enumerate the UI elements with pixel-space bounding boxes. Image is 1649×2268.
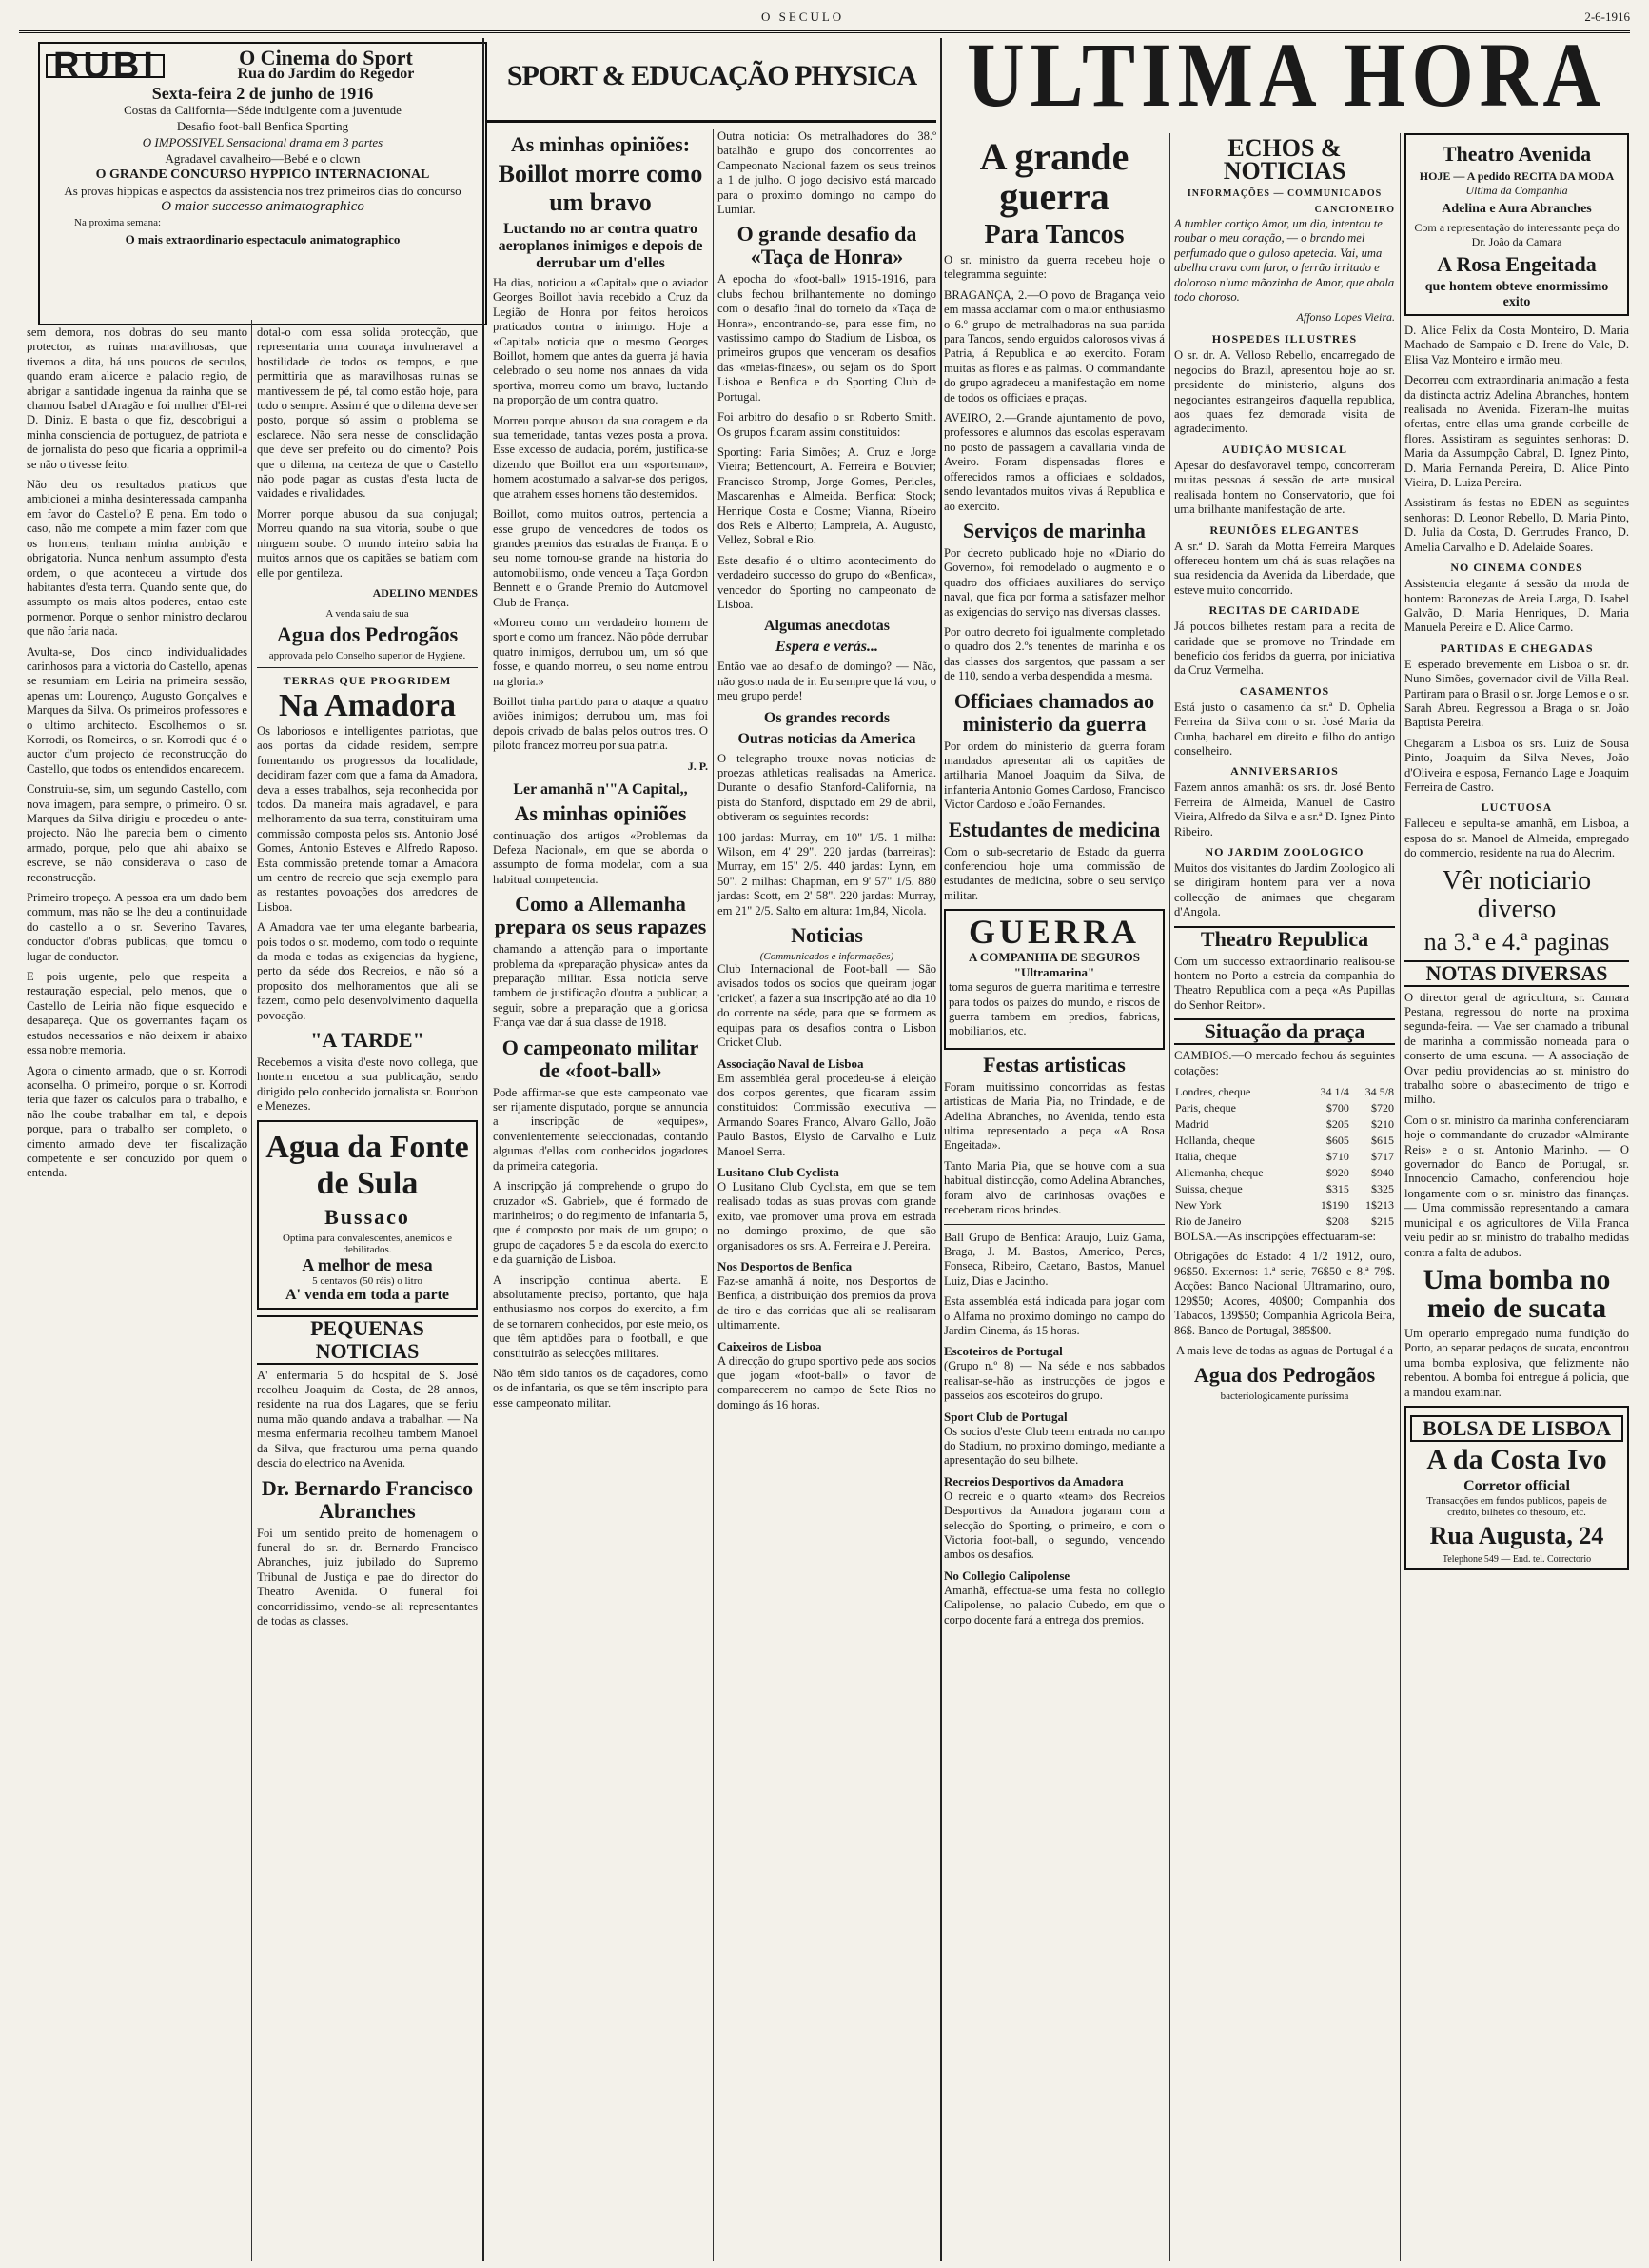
column-rule	[1169, 133, 1170, 2261]
cambio-value: 34 5/8	[1364, 1085, 1394, 1099]
column-6	[1174, 133, 1395, 2258]
rubi-logo: RUBI	[46, 54, 165, 78]
col4-paragraph-8: 100 jardas: Murray, em 10" 1/5. 1 milha: Wilson, em 4' 29". 220 jardas (barreiras): Murray, em 15" 2/5. 440 jardas: Lynn, em 50". 2 milhas: Chapman, em 9' 57" 1/5. 880 jardas: Scott, em 2' 58". 220 jardas: Murray, em 21" 2/5. Salto em altura: 1m,84, Nicola.	[717, 830, 936, 917]
col3-paragraph-4: «Morreu como um verdadeiro homem de sport e como um francez. Não pôde derrubar quatro inimigos, derrubou um, um só que fosse, e quando morreu, o seu nome entrou na gloria.»	[493, 615, 708, 688]
col6-paragraph-10: A mais leve de todas as aguas de Portugal é a	[1175, 1343, 1394, 1357]
rubi-line1: Costas da California—Séde indulgente com a juventude	[124, 103, 402, 117]
fonte-sub: Optima para convalescentes, anemicos e debilitados.	[282, 1232, 453, 1255]
col3-paragraph-11: Não têm sido tantos os de caçadores, como os de infantaria, os que se têm inscripto para esse campeonato militar.	[493, 1366, 708, 1410]
col3-paragraph-6: continuação dos artigos «Problemas da Defeza Nacional», em que se aborda o assumpto de forma modelar, com a sua habitual competencia.	[493, 828, 708, 886]
cambio-value: $315	[1325, 1182, 1349, 1196]
col3-paragraph-1: Ha dias, noticiou a «Capital» que o aviador Georges Boillot havia recebido a Cruz da Legião de Honra por feitos heroicos praticados contra o inimigo. Hoje a «Capital» noticia que o mesmo Georges Boillot, homem que antes da guerra já havia celebrado o seu nome nos annaes da vida sportiva, morreu como um bravo, luctando na proporção de um contra quatro.	[493, 276, 708, 407]
sport-club-heading: Sport Club de Portugal	[944, 1409, 1068, 1424]
column-3	[493, 129, 708, 2258]
col7-paragraph-9: Com o sr. ministro da marinha conferenciaram hoje o commandante do cruzador «Almirante Reis» e o sr. Antonio Marinho. — O governador do Banco de Portugal, sr. Innocencio Camacho, conferenciou hoje longamente com o sr. ministro das finanças. — Uma commissão representando a camara municipal e os agricultores de Villa Franca veiu pedir ao sr. ministro do trabalho medidas contra a falta de adubos.	[1404, 1113, 1629, 1259]
costa-ivo: A da Costa Ivo	[1426, 1443, 1607, 1475]
col2-paragraph-7: Foi um sentido preito de homenagem o funeral do sr. dr. Bernardo Francisco Abranches, juiz jubilado do Supremo Tribunal de Justiça e pae do director do Theatro Avenida. O funeral foi concorridissimo, vendo-se ali representantes de todas as classes.	[257, 1526, 478, 1627]
column-rule	[251, 320, 252, 2261]
noticias-sub: (Communicados e informações)	[759, 951, 894, 963]
cambio-value: $710	[1325, 1150, 1349, 1164]
col7-paragraph-5: E esperado brevemente em Lisboa o sr. dr. Nuno Simões, governador civil de Villa Real. Partiram para o Brasil o sr. Jorge Lemos e o sr. Sarah Abreu. Regressou a Braga o sr. João Baptista Pereira.	[1404, 657, 1629, 730]
agua2-title: Agua dos Pedrogãos	[1193, 1363, 1376, 1388]
cambio-value: $720	[1371, 1101, 1394, 1115]
guerra-headline: A grande guerra	[979, 135, 1129, 218]
cambio-value: $325	[1371, 1182, 1394, 1196]
theatro-actrizes: Adelina e Aura Abranches	[1442, 202, 1592, 216]
guerra2-title: GUERRA	[968, 913, 1140, 952]
col7-paragraph-10: Um operario empregado numa fundição do Porto, ao separar pedaços de sucata, encontrou uma bomba explosiva, que felizmente não rebentou. A bomba foi entregue á policia, que a mandou examinar.	[1404, 1326, 1629, 1399]
theatro-republica-heading: Theatro Republica	[1174, 926, 1395, 951]
col2-paragraph-4: A Amadora vae ter uma elegante barbearia, pois todos o sr. moderno, com todo o requinte da moda e todas as exigencias da hygiene, perto da séde dos Recreios, e não só a proposito dos melhoramentos que ali se fazem, como pelo desenvolvimento d'aquella povoação.	[257, 920, 478, 1022]
column-4	[717, 129, 936, 2258]
col5-paragraph-3: AVEIRO, 2.—Grande ajuntamento de povo, professores e alumnos das escolas esperavam no posto de passagem a cavallaria vinda de Aveiro. Foram dispensadas flores e offerecidos ramos a officiaes e soldados, sendo levantados muitos vivas á Republica e ao exercito.	[944, 411, 1165, 513]
theatro-exito: que hontem obteve enormissimo exito	[1424, 280, 1609, 309]
cambio-row	[1174, 1149, 1395, 1165]
rubi-line3: O IMPOSSIVEL Sensacional drama em 3 partes	[142, 135, 383, 149]
col1-paragraph-3: Avulta-se, Dos cinco individualidades carinhosos para a victoria do Castello, apenas se resumiam em Leiria na primeira sessão, apenas um: Lourenço, Augusto Gonçalves e Marques da Silva. Os primeiros professores e o ultimo architecto. Escolhemos o sr. Korrodi, os Romeiros, o sr. Korrodi que é o auctor d'um projecto de reconstrucção do Castello, que todos os entendidos encarecem.	[27, 644, 247, 776]
col3-paragraph-9: A inscripção já comprehende o grupo do cruzador «S. Gabriel», que é formado de marinheiros; o do regimento de infantaria 5, que é composto por mais de um grupo; o grupo de caçadores 5 e da escola do exercito e da guarnição de Lisboa.	[493, 1179, 708, 1267]
cambio-value: 1$190	[1320, 1198, 1349, 1213]
col2-paragraph-5: Recebemos a visita d'este novo collega, que hontem encetou a sua publicação, sendo dirigido pelo conhecido jornalista sr. Bourbon e Menezes.	[257, 1055, 478, 1114]
cambios-table	[1174, 1084, 1395, 1230]
sport-banner	[487, 38, 936, 123]
cambio-name: Paris, cheque	[1175, 1101, 1236, 1115]
cambio-row	[1174, 1181, 1395, 1197]
rubi-line2: Desafio foot-ball Benfica Sporting	[176, 119, 349, 133]
hospedes-heading: HOSPEDES ILLUSTRES	[1211, 332, 1358, 346]
theatro-ultima: Ultima da Companhia	[1465, 184, 1568, 197]
paginas-heading: na 3.ª e 4.ª paginas	[1423, 927, 1610, 956]
column-7	[1404, 133, 1629, 2258]
cambio-row	[1174, 1116, 1395, 1133]
zoologico-heading: NO JARDIM ZOOLOGICO	[1205, 845, 1364, 858]
col4-paragraph-11: O Lusitano Club Cyclista, em que se tem realisado todas as suas provas com grande exito, vae promover uma prova em estrada no domingo proximo, de que são organisadores os srs. A. Ferreira e J. Pereira.	[717, 1179, 936, 1252]
column-2	[257, 325, 478, 2258]
america-heading: Outras noticias da America	[737, 730, 916, 747]
col2-notice: A venda saiu de sua	[325, 607, 409, 620]
festas-heading: Festas artisticas	[983, 1052, 1126, 1076]
col2-paragraph-1: dotal-o com essa solida protecção, que representaria uma couraça invulneravel a hostilidade de todos os tempos, e que permittiria que as maravilhosas ruinas se mantivessem de pé, tal como estão hoje, para todo o sempre. Assim é que o dilema deve ser posto, porque só assim o problema se esclarece. Não sera nesse de consolidação que deve ser prefeito ou do cimento? Pois que o dilema, na certeza de que o Castello não pode pagar as custas d'esta lucta de vaidades e rivalidades.	[257, 325, 478, 501]
boillot-subheadline: Luctando no ar contra quatro aeroplanos inimigos e depois de derrubar um d'elles	[498, 221, 703, 271]
cambio-name: Allemanha, cheque	[1175, 1166, 1264, 1180]
col4-paragraph-13: A direcção do grupo sportivo pede aos socios que jogam «foot-ball» o favor de comparecerem no campo de Sete Rios no domingo ás 16 horas.	[717, 1353, 936, 1411]
recitas-heading: RECITAS DE CARIDADE	[1208, 603, 1361, 618]
col4-paragraph-7: O telegrapho trouxe novas noticias de proezas athleticas realisadas na America. Durante o desafio Stanford-California, na pista do Stanford, disputado em 29 de abril, obtiveram os seguintes records:	[717, 751, 936, 824]
cambio-name: Londres, cheque	[1175, 1085, 1251, 1099]
col3-paragraph-7: chamando a attenção para o importante problema da «preparação physica» antes da preparação militar. Essa noticia serve tambem de justificação d'outra a publicar, a seguir, sobre a preparação que a gloriosa França vae dar á sua classe de 1918.	[493, 942, 708, 1030]
col1-paragraph-6: E pois urgente, pelo que respeita a restauração especial, pelo menos, que o Castello de Leiria não fique esquecido e desapareça. Que os governantes façam os estudos necessarios e não deixem ir abaixo essa nobre memoria.	[27, 970, 247, 1057]
rubi-cinema-ad	[38, 42, 487, 325]
cambio-row	[1174, 1165, 1395, 1181]
a-tarde-heading: "A TARDE"	[310, 1028, 424, 1053]
col7-paragraph-3: Assistiram ás festas no EDEN as seguintes senhoras: D. Leonor Rebello, D. Maria Pinto, D. Julia da Costa, D. Gertrudes Franco, D. Amelia Carvalho e D. Adelaide Soares.	[1404, 496, 1629, 554]
recreios-heading: Recreios Desportivos da Amadora	[944, 1473, 1124, 1489]
col4-paragraph-2: A epocha do «foot-ball» 1915-1916, para clubs fechou brilhantemente no domingo com o desafio final do torneio da «Taça de Honra», encontrando-se, para esse fim, no vastissimo campo do Stadium de Lisboa, os primeiros grupos que venceram os desafios das «meias-finaes», ou sejam os do Sport Lisboa e Benfica e do Sporting Club de Portugal.	[717, 272, 936, 404]
terras-heading: TERRAS QUE PROGRIDEM	[283, 673, 452, 687]
ultramarina-ad	[944, 909, 1165, 1050]
cambio-value: $210	[1371, 1117, 1394, 1132]
col4-paragraph-12: Faz-se amanhã á noite, nos Desportos de Benfica, a distribuição dos premios da prova de tiro e das corridas que ali se realisaram ultimamente.	[717, 1273, 936, 1332]
agua-fonte-ad	[257, 1120, 478, 1310]
theatro-hoje: HOJE — A pedido RECITA DA MODA	[1419, 169, 1615, 183]
inform-heading: INFORMAÇÕES — COMMUNICADOS	[1187, 188, 1383, 199]
ver-noticiario: Vêr noticiario diverso	[1442, 865, 1592, 924]
poem-signature: Affonso Lopes Vieira.	[1296, 310, 1395, 325]
transaccoes: Transacções em fundos publicos, papeis de credito, bilhetes do thesouro, etc.	[1426, 1494, 1607, 1518]
theatro-avenida-title: Theatro Avenida	[1442, 142, 1592, 166]
column-5	[944, 133, 1165, 2258]
reunioes-heading: REUNIÕES ELEGANTES	[1209, 523, 1360, 537]
anniversarios-heading: ANNIVERSARIOS	[1230, 764, 1339, 779]
col5-paragraph-11: Esta assembléa está indicada para jogar com o Alfama no proximo domingo no campo do Jardim Cinema, ás 15 horas.	[944, 1294, 1165, 1337]
cambios-text: CAMBIOS.—O mercado fechou ás seguintes cotações:	[1174, 1049, 1395, 1077]
cambio-row	[1174, 1213, 1395, 1230]
partidas-heading: PARTIDAS E CHEGADAS	[1440, 641, 1594, 655]
agua-pedrogaos-title: Agua dos Pedrogãos	[276, 621, 459, 646]
col7-paragraph-4: Assistencia elegante á sessão da moda de hontem: Baronezas de Areia Larga, D. Isabel Galvão, D. Maria Henriques, D. Maria Manuela Pereira e D. Alice Carmo.	[1404, 577, 1629, 635]
rubi-line5: O GRANDE CONCURSO HYPPICO INTERNACIONAL	[95, 168, 430, 182]
sport-title: SPORT & EDUCAÇÃO PHYSICA	[506, 60, 917, 91]
col5-paragraph-5: Por outro decreto foi igualmente completado o quadro dos 2.ºs tenentes de marinha e os das classes dos sargentos, que passam a ser de 110, sendo a verba despendida a mesma.	[944, 624, 1165, 683]
col2-paragraph-3: Os laboriosos e intelligentes patriotas, que aos portas da cidade residem, sempre fomentando os progressos da localidade, decidiram fazer com que a fama da Amadora, deva a esses trabalhos, seja reconhecida por todos. Da maneira mais agradavel, e para melhoramento da sua terra, constituiram uma commissão composta pelos srs. Antonio José Gomes, Antonio Esteves e Alfredo Raposo. Esta commissão pretende tornar a Amadora um centro de recreio que seja exemplo para as restantes povoações dos arredores de Lisboa.	[257, 723, 478, 914]
allemanha-heading: Como a Allemanha prepara os seus rapazes	[494, 892, 707, 939]
rubi-line7: O maior successo animatographico	[161, 199, 364, 214]
records-heading: Os grandes records	[763, 709, 891, 726]
cambio-value: $940	[1371, 1166, 1394, 1180]
cambio-row	[1174, 1133, 1395, 1149]
bussaco-title: Bussaco	[324, 1204, 410, 1229]
col6-paragraph-5: Está justo o casamento da sr.ª D. Ophelia Ferreira da Silva com o sr. José Maria da Cunha, bacharel em direito e filho do antigo conselheiro.	[1174, 700, 1395, 758]
ler-amanha: Ler amanhã n'"A Capital,,	[513, 780, 688, 798]
rubi-line9: O mais extraordinario espectaculo animatographico	[125, 232, 401, 247]
boillot-headline: Boillot morre como um bravo	[498, 160, 703, 216]
bolsa-lisboa-title: BOLSA DE LISBOA	[1410, 1415, 1623, 1442]
col6-paragraph-8: Com um successo extraordinario realisou-se hontem no Porto a estreia da companhia do Theatro Republica com a peça «As Pupillas do Senhor Reitor».	[1174, 954, 1395, 1012]
bolsa-lisboa-ad	[1404, 1406, 1629, 1570]
col1-paragraph-1: sem demora, nos dobras do seu manto protector, as ruinas maravilhosas, que tivemos a dita, há uns poucos de seculos, quando eram alicerce e palacio regio, de abrigar a santidade ingenua da rainha que se chamou Isabel d'Aragão e foi mulher d'El-rei D. Diniz. E basta o que fiz, descobrigui a minha consciencia de portuguez, de patriota e de jornalista do peso que ficaria a opprimil-a se não o tivesse feito.	[27, 325, 247, 471]
col6-paragraph-7: Muitos dos visitantes do Jardim Zoologico ali se dirigiram hontem para ver a nova collecção de animaes que chegaram d'Angola.	[1174, 861, 1395, 919]
col3-signature: J. P.	[687, 759, 708, 773]
col5-paragraph-7: Com o sub-secretario de Estado da guerra conferenciou hoje uma commissão de estudantes de medicina, sobre o seu serviço militar.	[944, 844, 1165, 902]
cancioneiro-poem: A tumbler cortiço Amor, um dia, intentou te roubar o meu coração, — o brando mel perfumado que o guloso apetecia. Vai, uma abelha crava com furor, o ferrão irritado e doloroso n'uma mãozinha de Amor, que abala todo choroso.	[1174, 217, 1395, 305]
cambio-row	[1174, 1084, 1395, 1100]
fonte-mesa: A melhor de mesa	[302, 1254, 433, 1274]
rubi-title: O Cinema do Sport	[239, 46, 413, 69]
col2-signature: ADELINO MENDES	[372, 585, 478, 600]
echos-heading: ECHOS & NOTICIAS	[1223, 134, 1346, 185]
desportos-heading: Nos Desportos de Benfica	[717, 1258, 853, 1273]
cambio-name: Suissa, cheque	[1175, 1182, 1243, 1196]
fonte-venda: A' venda em toda a parte	[285, 1286, 449, 1303]
col5-paragraph-1: O sr. ministro da guerra recebeu hoje o telegramma seguinte:	[944, 253, 1165, 282]
naval-heading: Associação Naval de Lisboa	[717, 1055, 864, 1071]
col5-paragraph-6: Por ordem do ministerio da guerra foram mandados apresentar ali os capitães de artilharia Manoel Joaquim da Silva, de infanteria Antonio Gomes Cardoso, Francisco Victor Cardoso e João Fernandes.	[944, 739, 1165, 812]
agua2-sub: bacteriologicamente puríssima	[1220, 1390, 1349, 1403]
col1-paragraph-5: Primeiro tropeço. A pessoa era um dado bem commum, mas não se lhe deu a continuidade do castello a o sr. Severino Tavares, conductor d'obras publicas, que tomou o lugar de conductor.	[27, 891, 247, 963]
rubi-date: Sexta-feira 2 de junho de 1916	[151, 84, 374, 103]
rubi-line4: Agradavel cavalheiro—Bebé e o clown	[165, 151, 361, 166]
corretor: Corretor official	[1463, 1477, 1570, 1494]
column-rule	[940, 38, 942, 2261]
fonte-price: 5 centavos (50 réis) o litro	[312, 1274, 422, 1287]
col7-paragraph-6: Chegaram a Lisboa os srs. Luiz de Sousa Pinto, Joaquim da Silva Neves, João d'Oliveira e esposa, Fernando Lage e Joaquim Ferreira de Castro.	[1404, 736, 1629, 794]
lusitano-heading: Lusitano Club Cyclista	[717, 1164, 839, 1179]
col5-paragraph-15: Amanhã, effectua-se uma festa no collegio Calipolense, no palacio Cubedo, em que o corpo docente fará a entrega dos premios.	[944, 1583, 1165, 1627]
col6-paragraph-6: Fazem annos amanhã: os srs. dr. José Bento Ferreira de Almeida, Manuel de Castro Vieira, Alfredo da Silva e a sr.ª D. Ignez Pinto Ribeiro.	[1174, 780, 1395, 838]
column-rule	[1400, 133, 1401, 2261]
bernardo-heading: Dr. Bernardo Francisco Abranches	[261, 1475, 474, 1523]
officiaes-heading: Officiaes chamados ao ministerio da guerra	[953, 688, 1155, 736]
cambio-value: $208	[1325, 1214, 1349, 1229]
cambio-value: $215	[1371, 1214, 1394, 1229]
cambio-value: $717	[1371, 1150, 1394, 1164]
col3-paragraph-10: A inscripção continua aberta. E absolutamente preciso, portanto, que haja enthusiasmo nos corpos do exercito, a fim de se tornarem conhecidos, por este meio, os que têm aptidões para o football, e que constituirão as selecções militares.	[493, 1272, 708, 1360]
cambio-row	[1174, 1100, 1395, 1116]
rubi-line8: Na proxima semana:	[74, 217, 162, 228]
condes-heading: NO CINEMA CONDES	[1450, 561, 1583, 575]
rubi-address: Rua do Jardim do Regedor	[237, 66, 415, 82]
calipolense-heading: No Collegio Calipolense	[944, 1568, 1070, 1583]
col5-paragraph-9: Foram muitissimo concorridas as festas artisticas de Maria Pia, no Trindade, e de Adelina Abranches, no Avenida, tendo esta ultima representado a peça «A Rosa Engeitada».	[944, 1079, 1165, 1153]
col6-paragraph-3: A sr.ª D. Sarah da Motta Ferreira Marques offereceu hontem um chá ás suas relações na sua residencia da Avenida da Liberdade, que esteve muito concorrido.	[1174, 539, 1395, 597]
col5-benfica: Ball Grupo de Benfica: Araujo, Luiz Gama, Braga, J. M. Bastos, Americo, Percs, Fonseca, Ribeiro, Caetano, Bastos, Manuel Luiz, Dias e Jacintho.	[944, 1230, 1165, 1288]
desafio-heading: O grande desafio da «Taça de Honra»	[736, 222, 917, 269]
col5-paragraph-12: (Grupo n.º 8) — Na séde e nos sabbados realisar-se-hão as instrucções de jogos e passeios aos escoteiros do grupo.	[944, 1359, 1165, 1403]
theatro-rosa: A Rosa Engeitada	[1437, 252, 1597, 276]
cambio-value: $615	[1371, 1134, 1394, 1148]
situacao-heading: Situação da praça	[1174, 1018, 1395, 1045]
cambio-value: 34 1/4	[1320, 1085, 1349, 1099]
col3-paragraph-3: Boillot, como muitos outros, pertencia a esse grupo de vencedores de todos os grandes premios das estradas de França. E o seu nome tornou-se grande na historia do automobilismo, onde venceu a Taça Gordon Bennett e o Grande Premio do Automovel Club de França.	[493, 507, 708, 609]
opinioes2-heading: As minhas opiniões	[514, 800, 687, 825]
col7-paragraph-1: D. Alice Felix da Costa Monteiro, D. Maria Machado de Sampaio e D. Irene do Vale, D. Elisa Vaz Monteiro e irmão meu.	[1404, 324, 1629, 366]
cambio-name: Hollanda, cheque	[1175, 1134, 1255, 1148]
telef: Telephone 549 — End. tel. Correctorio	[1442, 1553, 1592, 1565]
col3-paragraph-8: Pode affirmar-se que este campeonato vae ser rijamente disputado, porque se annuncia a inscripção de «equipes», convenientemente seleccionadas, contando algumas d'ellas com conhecidos jogadores da primeira categoria.	[493, 1085, 708, 1173]
tancos-headline: Para Tancos	[984, 220, 1125, 249]
col5-paragraph-10: Tanto Maria Pia, que se houve com a sua habitual distincção, como Adelina Abranches, foram alvo de carinhosas ovações e receberam ricos brindes.	[944, 1158, 1165, 1217]
fonte-title: Agua da Fonte de Sula	[265, 1129, 469, 1201]
cambio-value: $920	[1325, 1166, 1349, 1180]
cambio-value: $205	[1325, 1117, 1349, 1132]
col4-paragraph-3: Foi arbitro do desafio o sr. Roberto Smith. Os grupos ficaram assim constituidos:	[717, 410, 936, 439]
col6-paragraph-1: O sr. dr. A. Velloso Rebello, encarregado de negocios do Brazil, apresentou hoje ao sr. presidente do ministerio, alguns dos negociantes estrangeiros d'aquella republica, aos quaes fez demorada visita de agradecimento.	[1174, 348, 1395, 436]
col5-paragraph-8: toma seguros de guerra maritima e terrestre para todos os paizes do mundo, e riscos de guerra tambem em predios, fabricas, mobiliarios, etc.	[949, 980, 1160, 1038]
col6-paragraph-9: Obrigações do Estado: 4 1/2 1912, ouro, 96$50. Externos: 1.ª serie, 76$50 e 8.ª 79$. Acções: Banco Nacional Ultramarino, ouro, 129$50; Acores, 40$00; Companhia dos Tabacos, 139$50; Companhia Agricola Beira, 86$. Banco de Portugal, 385$00.	[1174, 1250, 1395, 1337]
audicao-heading: AUDIÇÃO MUSICAL	[1221, 442, 1347, 456]
theatro-avenida-ad	[1404, 133, 1629, 316]
col4-paragraph-6: Então vae ao desafio de domingo? — Não, não gosto nada de ir. Eu sempre que lá vou, o meu grupo perde!	[717, 660, 936, 703]
header-date: 2-6-1916	[1584, 10, 1630, 24]
bolsa-text: BOLSA.—As inscripções effectuaram-se:	[1174, 1230, 1377, 1244]
col1-paragraph-2: Não deu os resultados praticos que ambicionei a minha desinteressada campanha em favor do Castello? E pena. Em todo o caso, não me compete a mim fazer com que os homens, tenham minha ambição e obrigatoria. Nunca nenhum assumpto d'esta ordem, o que aconteceu a virtude dos habitantes d'esta terra. Quando sente que, do assumpto os mais altos poderes, entao este pormenor. Porque o senhor ministro declarou que não faria nada.	[27, 478, 247, 639]
col5-paragraph-2: BRAGANÇA, 2.—O povo de Bragança veio em massa acclamar com o maior enthusiasmo o 6.º grupo de metralhadoras na sua partida para Tancos, sendo erguidos calorosos vivas á Patria, á Republica e ao exercito. Foram muitas as flores e as palmas. O commandante do grupo agradeceu a manifestação em nome de todos os officiaes e praças.	[944, 287, 1165, 404]
col4-paragraph-9: Club Internacional de Foot-ball — São avisados todos os socios que queiram jogar 'cricket', a fazer a sua inscripção até ao dia 10 do corrente na séde, para que se formem as equipas para os desafios contra o Lisbon Cricket Club.	[717, 962, 936, 1050]
anecdotas-heading: Algumas anecdotas	[763, 618, 890, 635]
amadora-headline: Na Amadora	[278, 687, 457, 723]
theatro-repres: Com a representação do interessante peça do Dr. João da Camara	[1414, 221, 1620, 248]
col5-paragraph-13: Os socios d'este Club teem entrada no campo do Stadium, no proximo domingo, mediante a apresentação do seu bilhete.	[944, 1424, 1165, 1468]
estudantes-heading: Estudantes de medicina	[948, 817, 1161, 841]
col2-paragraph-6: A' enfermaria 5 do hospital de S. José recolheu Joaquim da Costa, de 28 annos, residente na rua dos Lagares, que se feriu numa mão quando andava a trabalhar. — Na mesma enfermaria recolheu tambem Manoel da Silva, que fracturou uma perna quando descia do electrico na Avenida.	[257, 1368, 478, 1470]
column-rule	[482, 38, 484, 2261]
cambio-name: Rio de Janeiro	[1175, 1214, 1242, 1229]
col4-paragraph-10: Em assembléa geral procedeu-se á eleição dos corpos gerentes, que ficaram assim constituidos: Commissão executiva — Armando Soares Franco, Alvaro Gallo, João Paulo Bastos, Elysio de Carvalho e Luiz Manoel Serra.	[717, 1071, 936, 1158]
luctuosa-heading: LUCTUOSA	[1481, 800, 1553, 815]
caixeiros-heading: Caixeiros de Lisboa	[717, 1338, 822, 1353]
col3-paragraph-2: Morreu porque abusou da sua coragem e da sua temeridade, tantas vezes posta a prova. Esse excesso de audacia, porém, justifica-se dizendo que Boillot era um «sportsman», homem acostumado a salvar-se dos perigos, que atrahem esses homens tão destemidos.	[493, 413, 708, 501]
ultima-hora-banner: ULTIMA HORA	[966, 24, 1606, 127]
col5-paragraph-14: O recreio e o quarto «team» dos Recreios Desportivos da Amadora jogaram com a selecção do Sporting, o primeiro, e com o Victoria foot-ball, o segundo, vencendo ambos os desafios.	[944, 1489, 1165, 1562]
column-rule	[713, 129, 714, 2261]
bomba-headline: Uma bomba no meio de sucata	[1423, 1263, 1611, 1324]
cambio-name: New York	[1175, 1198, 1222, 1213]
cancioneiro-heading: CANCIONEIRO	[1314, 205, 1395, 215]
cambio-value: 1$213	[1365, 1198, 1394, 1213]
cambio-value: $700	[1325, 1101, 1349, 1115]
col7-paragraph-8: O director geral de agricultura, sr. Camara Pestana, regressou do norte na proxima segunda-feira. — Vae ser chamado a tribunal de marinha a commissão nomeada para o conserto de uma escuna. — A associação de Ovar pediu providencias ao sr. ministro do trabalho sobre o abastecimento de trigo e milho.	[1404, 990, 1629, 1107]
cambio-name: Italia, cheque	[1175, 1150, 1237, 1164]
rua-augusta: Rua Augusta, 24	[1429, 1521, 1604, 1549]
col7-paragraph-2: Decorreu com extraordinaria animação a festa da distincta actriz Adelina Abranches, hontem realisada no Avenida. Fizeram-lhe muitas ofertas, entre ellas uma grande corbeille de flores. Assistiram as seguintes senhoras: D. Maria da Assumpção Cabral, D. Ignez Pinto, D. Maria Fernanda Pereira, D. Alice Pinto Vieira, D. Luiza Pereira.	[1404, 373, 1629, 490]
ultramarina-title: A COMPANHIA DE SEGUROS "Ultramarina"	[969, 950, 1140, 980]
cambio-value: $605	[1325, 1134, 1349, 1148]
campeonato-heading: O campeonato militar de «foot-ball»	[501, 1035, 699, 1082]
agua-pedrogaos-sub: approvada pelo Conselho superior de Hygiene.	[268, 649, 466, 661]
casamentos-heading: CASAMENTOS	[1239, 683, 1330, 698]
col4-paragraph-1: Outra noticia: Os metralhadores do 38.º batalhão e grupo dos concorrentes ao Campeonato Nacional fazem os seus treinos a 1 de julho. O jogo decisivo está marcado para o proximo domingo no campo do Lumiar.	[717, 129, 936, 217]
col3-paragraph-5: Boillot tinha partido para o ataque a quatro aviões inimigos; derrubou um, mas foi depois crivado de balas pelos outros tres. O piloto francez morreu por sua patria.	[493, 694, 708, 753]
cambio-row	[1174, 1197, 1395, 1213]
escoteiros-heading: Escoteiros de Portugal	[944, 1344, 1063, 1359]
col1-paragraph-4: Construiu-se, sim, um segundo Castello, com nova imagem, para sempre, o primeiro. O sr. Marques da Silva dirigiu e procedeu o ante-projecto. Não lhe parecia bem o cimento armado, porque, pelo que ahi abaixo se escreve, se não considerava o caso de reconstrucção.	[27, 782, 247, 884]
header-center: O SECULO	[761, 10, 845, 24]
col1-paragraph-7: Agora o cimento armado, que o sr. Korrodi aconselha. O primeiro, porque o sr. Korrodi teria que fazer os calculos para o trabalho, e não lhe coube trabalhar em tal, e depois porque, para o trabalho ser completo, o cimento armado deve ter fiscalização competente e ser conduzido por quem o entenda.	[27, 1063, 247, 1180]
rubi-line6: As provas hippicas e aspectos da assistencia nos trez primeiros dias do concurso	[64, 184, 461, 198]
espera-heading: Espera e verás...	[775, 639, 878, 656]
opinioes-heading: As minhas opiniões:	[510, 132, 691, 156]
servicos-heading: Serviços de marinha	[963, 518, 1146, 542]
col4-paragraph-5: Este desafio é o ultimo acontecimento do verdadeiro successo do grupo do «Benfica», vencedor do Sporting no campeonato de Lisboa.	[717, 553, 936, 611]
col4-paragraph-4: Sporting: Faria Simões; A. Cruz e Jorge Vieira; Bettencourt, A. Ferreira e Bouvier; Francisco Stromp, Jorge Gomes, Pericles, Mascarenhas e Almeida. Benfica: Stock; Henrique Costa e Cosme; Vianna, Ribeiro dos Reis e Alberto; Lampreia, A. Augusto, Vellez, Sobral e Rio.	[717, 444, 936, 547]
noticias-heading: Noticias	[791, 923, 863, 948]
column-1	[27, 325, 247, 2258]
col2-paragraph-2: Morrer porque abusou da sua conjugal; Morreu quando na sua vitoria, soube o que ninguem soube. O mundo inteiro sabia ha muitos annos que os capitães se batiam com elle por gentileza.	[257, 506, 478, 580]
pequenas-noticias-heading: PEQUENAS NOTICIAS	[257, 1315, 478, 1365]
col5-paragraph-4: Por decreto publicado hoje no «Diario do Governo», foi remodelado o augmento e o quadro dos officiaes auxiliares do serviço naval, que fica por forma a satisfazer melhor as exigencias do serviço nas diversas classes.	[944, 545, 1165, 619]
col7-paragraph-7: Falleceu e sepulta-se amanhã, em Lisboa, a esposa do sr. Manoel de Almeida, empregado do commercio, residente na rua do Alecrim.	[1404, 817, 1629, 860]
notas-heading: NOTAS DIVERSAS	[1404, 960, 1629, 987]
col6-paragraph-2: Apesar do desfavoravel tempo, concorreram muitas pessoas á sessão de arte musical realisada hontem no Conservatorio, que foi uma brilhante manifestação de arte.	[1174, 458, 1395, 517]
col6-paragraph-4: Já poucos bilhetes restam para a recita de caridade que se promove no Trindade em beneficio dos feridos da guerra, por iniciativa da Cruz Vermelha.	[1174, 620, 1395, 678]
cambio-name: Madrid	[1175, 1117, 1209, 1132]
